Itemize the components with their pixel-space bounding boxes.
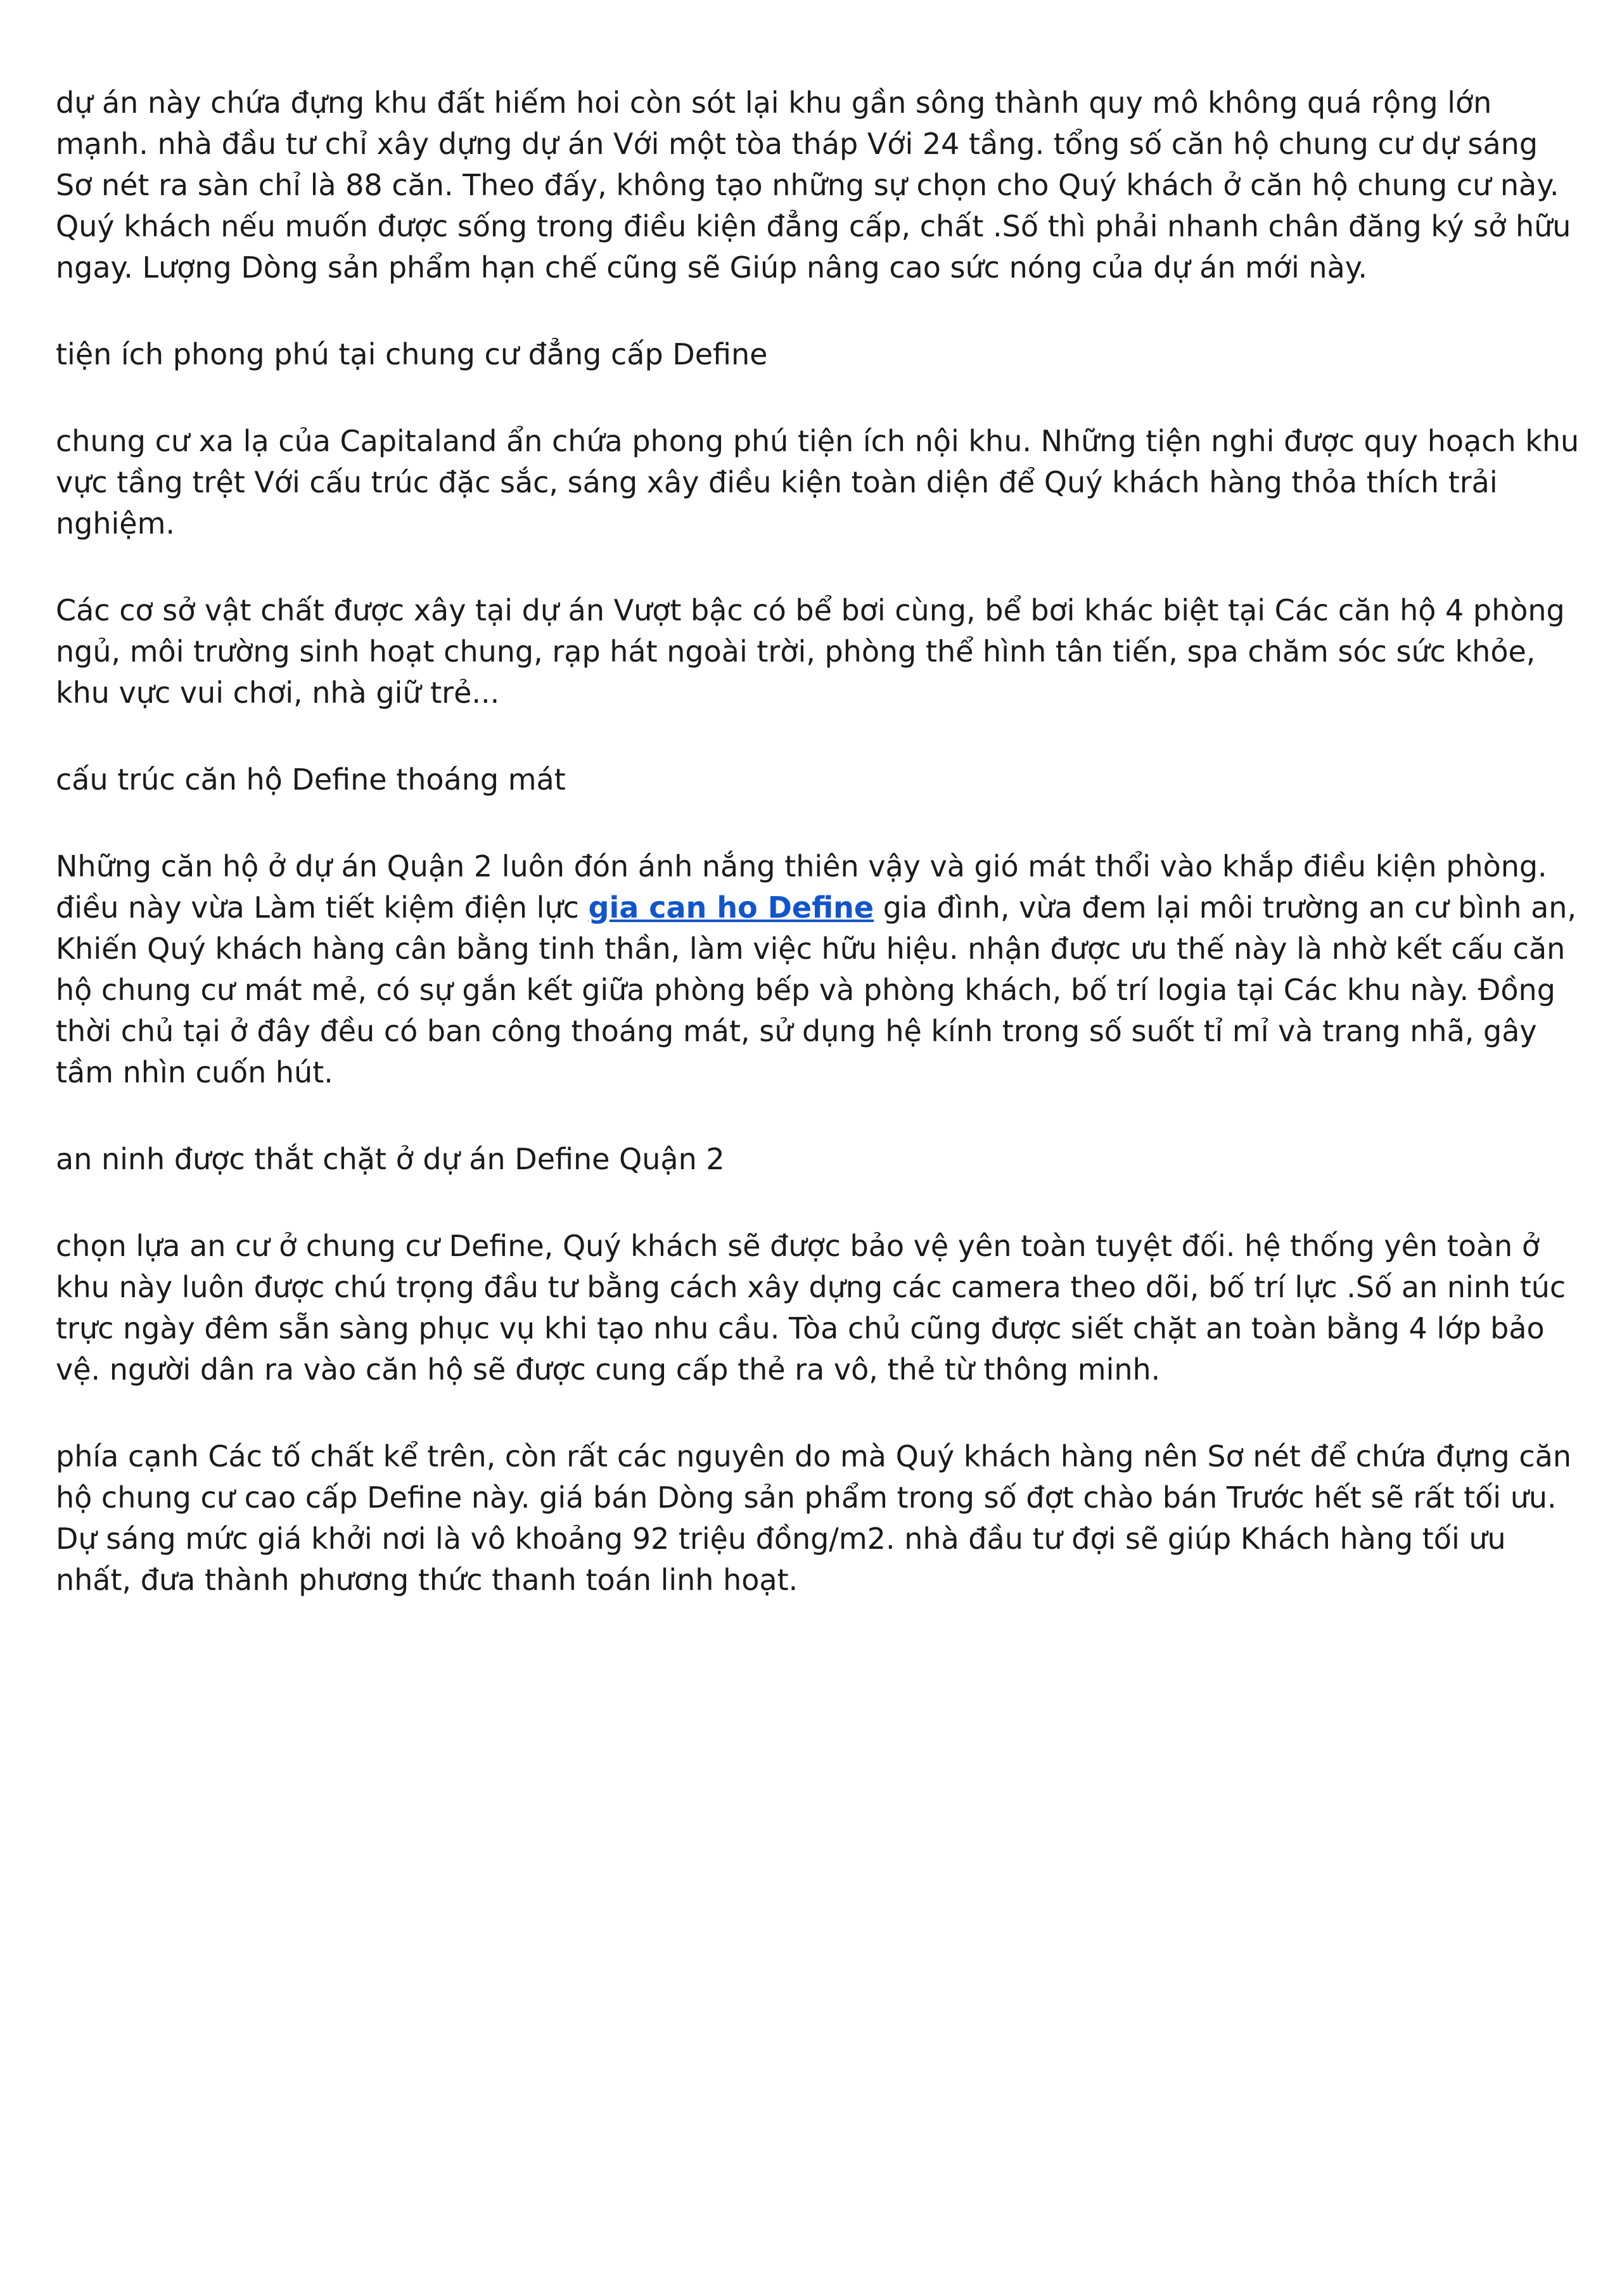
paragraph-pricing: phía cạnh Các tố chất kể trên, còn rất các nguyên do mà Quý khách hàng nên Sơ nét để chứa đựng căn hộ chung cư cao cấp Define này. giá bán Dòng sản phẩm trong số đợt chào bán Trước hết sẽ rất tối ưu. Dự sáng mức giá khởi nơi là vô khoảng 92 triệu đồng/m2. nhà đầu tư đợi sẽ giúp Khách hàng tối ưu nhất, đưa thành phương thức thanh toán linh hoạt. — [56, 1439, 1571, 1597]
paragraph-structure-text-after: gia đình, vừa đem lại môi trường an cư bình an, Khiến Quý khách hàng cân bằng tinh thần, làm việc hữu hiệu. nhận được ưu thế này là nhờ kết cấu căn hộ chung cư mát mẻ, có sự gắn kết giữa phòng bếp và phòng khách, bố trí logia tại Các khu này. Đồng thời chủ tại ở đây đều có ban công thoáng mát, sử dụng hệ kính trong số suốt tỉ mỉ và trang nhã, gây tầm nhìn cuốn hút. — [56, 890, 1577, 1089]
paragraph-structure-text-before: Những căn hộ ở dự án Quận 2 luôn đón ánh nắng thiên vậy và gió mát thổi vào khắp điều kiện phòng. điều này vừa Làm tiết kiệm điện lực — [56, 849, 1547, 925]
paragraph-amenities: chung cư xa lạ của Capitaland ẩn chứa phong phú tiện ích nội khu. Những tiện nghi được quy hoạch khu vực tầng trệt Với cấu trúc đặc sắc, sáng xây điều kiện toàn diện để Quý khách hàng thỏa thích trải nghiệm. — [56, 424, 1580, 541]
heading-structure: cấu trúc căn hộ Define thoáng mát — [56, 762, 566, 797]
price-link[interactable]: gia can ho Define — [588, 890, 874, 925]
paragraph-intro: dự án này chứa đựng khu đất hiếm hoi còn sót lại khu gần sông thành quy mô không quá rộng lớn mạnh. nhà đầu tư chỉ xây dựng dự án Với một tòa tháp Với 24 tầng. tổng số căn hộ chung cư dự sáng Sơ nét ra sàn chỉ là 88 căn. Theo đấy, không tạo những sự chọn cho Quý khách ở căn hộ chung cư này. Quý khách nếu muốn được sống trong điều kiện đẳng cấp, chất .Số thì phải nhanh chân đăng ký sở hữu ngay. Lượng Dòng sản phẩm hạn chế cũng sẽ Giúp nâng cao sức nóng của dự án mới này. — [56, 86, 1571, 285]
document-body — [56, 82, 1580, 1646]
heading-security: an ninh được thắt chặt ở dự án Define Quận 2 — [56, 1142, 725, 1176]
paragraph-facilities: Các cơ sở vật chất được xây tại dự án Vượt bậc có bể bơi cùng, bể bơi khác biệt tại Các căn hộ 4 phòng ngủ, môi trường sinh hoạt chung, rạp hát ngoài trời, phòng thể hình tân tiến, spa chăm sóc sức khỏe, khu vực vui chơi, nhà giữ trẻ... — [56, 593, 1565, 710]
heading-amenities: tiện ích phong phú tại chung cư đẳng cấp Define — [56, 337, 768, 371]
paragraph-structure — [56, 846, 1580, 1093]
paragraph-security: chọn lựa an cư ở chung cư Define, Quý khách sẽ được bảo vệ yên toàn tuyệt đối. hệ thống yên toàn ở khu này luôn được chú trọng đầu tư bằng cách xây dựng các camera theo dõi, bố trí lực .Số an ninh túc trực ngày đêm sẵn sàng phục vụ khi tạo nhu cầu. Tòa chủ cũng được siết chặt an toàn bằng 4 lớp bảo vệ. người dân ra vào căn hộ sẽ được cung cấp thẻ ra vô, thẻ từ thông minh. — [56, 1229, 1566, 1387]
